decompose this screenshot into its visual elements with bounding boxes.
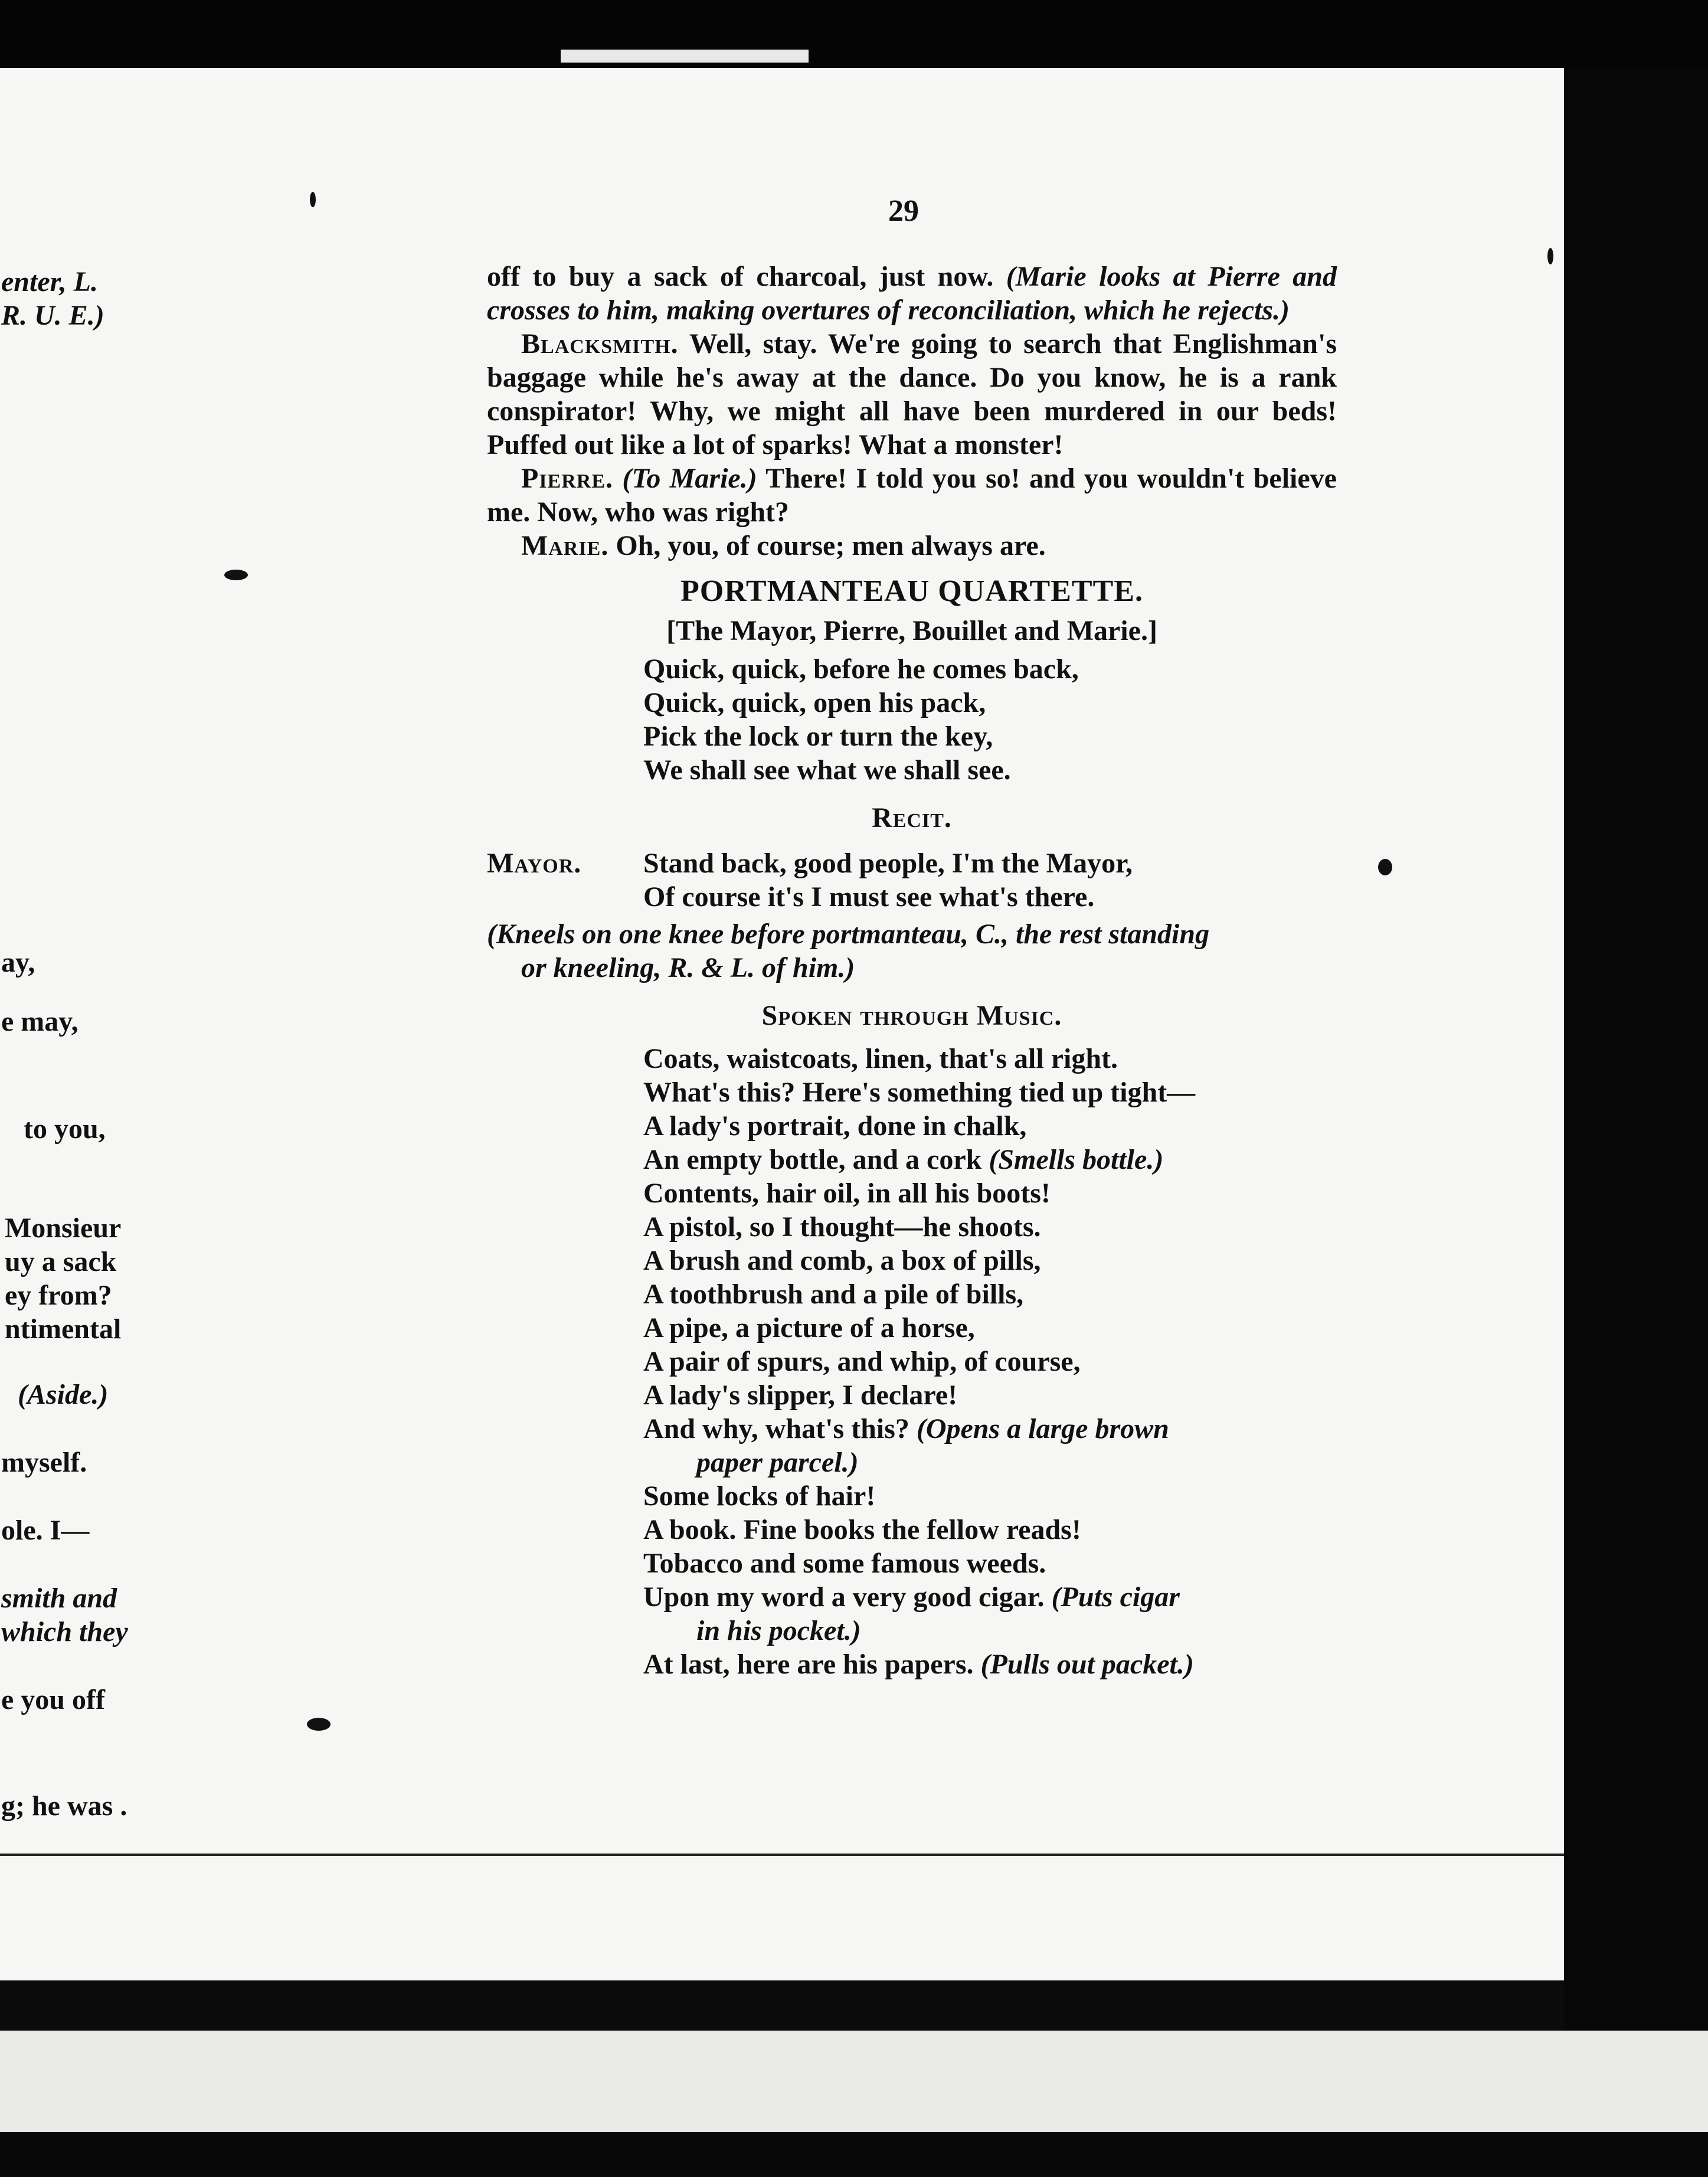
verse	[643, 652, 1337, 787]
ink-speck	[1547, 248, 1553, 264]
stage-direction: in his pocket.)	[696, 1615, 861, 1646]
stage-direction: paper parcel.)	[696, 1447, 859, 1478]
line-text: An empty bottle, and a cork	[643, 1144, 982, 1175]
verse-line: Pick the lock or turn the key,	[643, 721, 993, 752]
recit-block	[487, 846, 1337, 914]
recit-line: Stand back, good people, I'm the Mayor,	[643, 848, 1133, 879]
fragment: ntimental	[5, 1313, 122, 1345]
fragment: uy a sack	[5, 1246, 117, 1277]
fragment: e you off	[1, 1684, 105, 1715]
stage-direction: (Marie looks at Pierre and crosses to him, making overtures of reconciliation, which he rejects.)	[487, 261, 1337, 326]
verse-line: We shall see what we shall see.	[643, 754, 1011, 786]
stage-direction: (To Marie.)	[622, 463, 757, 494]
fragment: R. U. E.)	[1, 300, 104, 331]
verse-line: Quick, quick, before he comes back,	[643, 653, 1079, 685]
main-column	[487, 260, 1337, 1681]
page-bottom-rule	[0, 1854, 1564, 1856]
spoken-line: A lady's slipper, I declare!	[643, 1380, 958, 1411]
spoken-line: Contents, hair oil, in all his boots!	[643, 1178, 1051, 1209]
fragment: myself.	[1, 1447, 87, 1478]
speech: There! I told you so! and you wouldn't believe me. Now, who was right?	[487, 463, 1337, 528]
spoken-line: A pipe, a picture of a horse,	[643, 1312, 975, 1344]
spoken-line: A pistol, so I thought—he shoots.	[643, 1211, 1041, 1243]
spoken-line: Coats, waistcoats, linen, that's all right.	[643, 1043, 1118, 1074]
fragment: Monsieur	[5, 1212, 122, 1244]
line-text: At last, here are his papers.	[643, 1649, 974, 1680]
speaker: Marie.	[521, 530, 609, 561]
scan-top-border	[0, 0, 1708, 71]
song-cast: [The Mayor, Pierre, Bouillet and Marie.]	[666, 615, 1157, 646]
line-text: And why, what's this?	[643, 1413, 909, 1444]
dialogue-line	[487, 529, 1337, 563]
stage-direction: (Smells bottle.)	[989, 1144, 1164, 1175]
spoken-line: A book. Fine books the fellow reads!	[643, 1514, 1081, 1545]
ink-speck	[1378, 859, 1392, 875]
speaker: Blacksmith.	[521, 328, 679, 359]
spoken-line: A pair of spurs, and whip, of course,	[643, 1346, 1081, 1377]
spoken-list	[643, 1042, 1337, 1681]
scan-right-border	[1564, 68, 1708, 2177]
scan-bottom-border	[0, 2132, 1708, 2177]
fragment: enter, L.	[1, 266, 98, 298]
fragment: g; he was .	[1, 1790, 127, 1822]
speaker: Mayor.	[487, 848, 582, 879]
spoken-line: Tobacco and some famous weeds.	[643, 1548, 1046, 1579]
fragment: smith and	[1, 1583, 117, 1614]
stage-direction: (Puts cigar	[1051, 1581, 1180, 1613]
stage-direction: (Pulls out packet.)	[980, 1649, 1194, 1680]
ink-speck	[310, 192, 316, 207]
fragment: ay,	[1, 947, 35, 978]
spoken-line	[643, 1580, 1337, 1614]
spoken-line	[643, 1143, 1337, 1176]
opening-line: off to buy a sack of charcoal, just now.	[487, 261, 994, 292]
fragment: which they	[1, 1616, 128, 1648]
fragment: e may,	[1, 1006, 78, 1037]
spoken-line: Some locks of hair!	[643, 1480, 876, 1512]
recit-heading: Recit.	[872, 802, 952, 833]
scan-binding-tab	[561, 50, 809, 63]
ink-speck	[307, 1718, 331, 1731]
fragment: (Aside.)	[18, 1379, 109, 1410]
opening-paragraph	[487, 260, 1337, 327]
spoken-line	[643, 1412, 1337, 1446]
verse-line: Quick, quick, open his pack,	[643, 687, 986, 718]
spoken-line: What's this? Here's something tied up tight—	[643, 1077, 1196, 1108]
spoken-line: A brush and comb, a box of pills,	[643, 1245, 1041, 1276]
scan-bottom-strip	[0, 2031, 1708, 2134]
page-number: 29	[888, 194, 919, 228]
spoken-line: A toothbrush and a pile of bills,	[643, 1279, 1024, 1310]
speech: Oh, you, of course; men always are.	[616, 530, 1046, 561]
speaker: Pierre.	[521, 463, 614, 494]
fragment: ey from?	[5, 1280, 112, 1311]
fragment: ole. I—	[1, 1515, 90, 1546]
dialogue-line	[487, 327, 1337, 462]
song-title: PORTMANTEAU QUARTETTE.	[680, 574, 1143, 608]
spoken-line: A lady's portrait, done in chalk,	[643, 1110, 1027, 1142]
stage-direction: (Opens a large brown	[916, 1413, 1169, 1444]
spoken-line	[643, 1648, 1337, 1681]
dialogue-line	[487, 462, 1337, 529]
recit-line: Of course it's I must see what's there.	[643, 881, 1095, 913]
fragment: to you,	[24, 1113, 106, 1145]
speech: Well, stay. We're going to search that Englishman's baggage while he's away at the dance. Do you know, he is a rank conspirator! Why, we might all have been murdered in our beds! Puffed out like a lot of sparks! What a monster!	[487, 328, 1337, 460]
stage-direction: (Kneels on one knee before portmanteau, C., the rest standing	[487, 918, 1210, 950]
stage-direction-block	[487, 917, 1337, 985]
spoken-heading: Spoken through Music.	[761, 1000, 1062, 1031]
line-text: Upon my word a very good cigar.	[643, 1581, 1045, 1613]
stage-direction: or kneeling, R. & L. of him.)	[521, 952, 855, 983]
ink-speck	[224, 570, 248, 580]
